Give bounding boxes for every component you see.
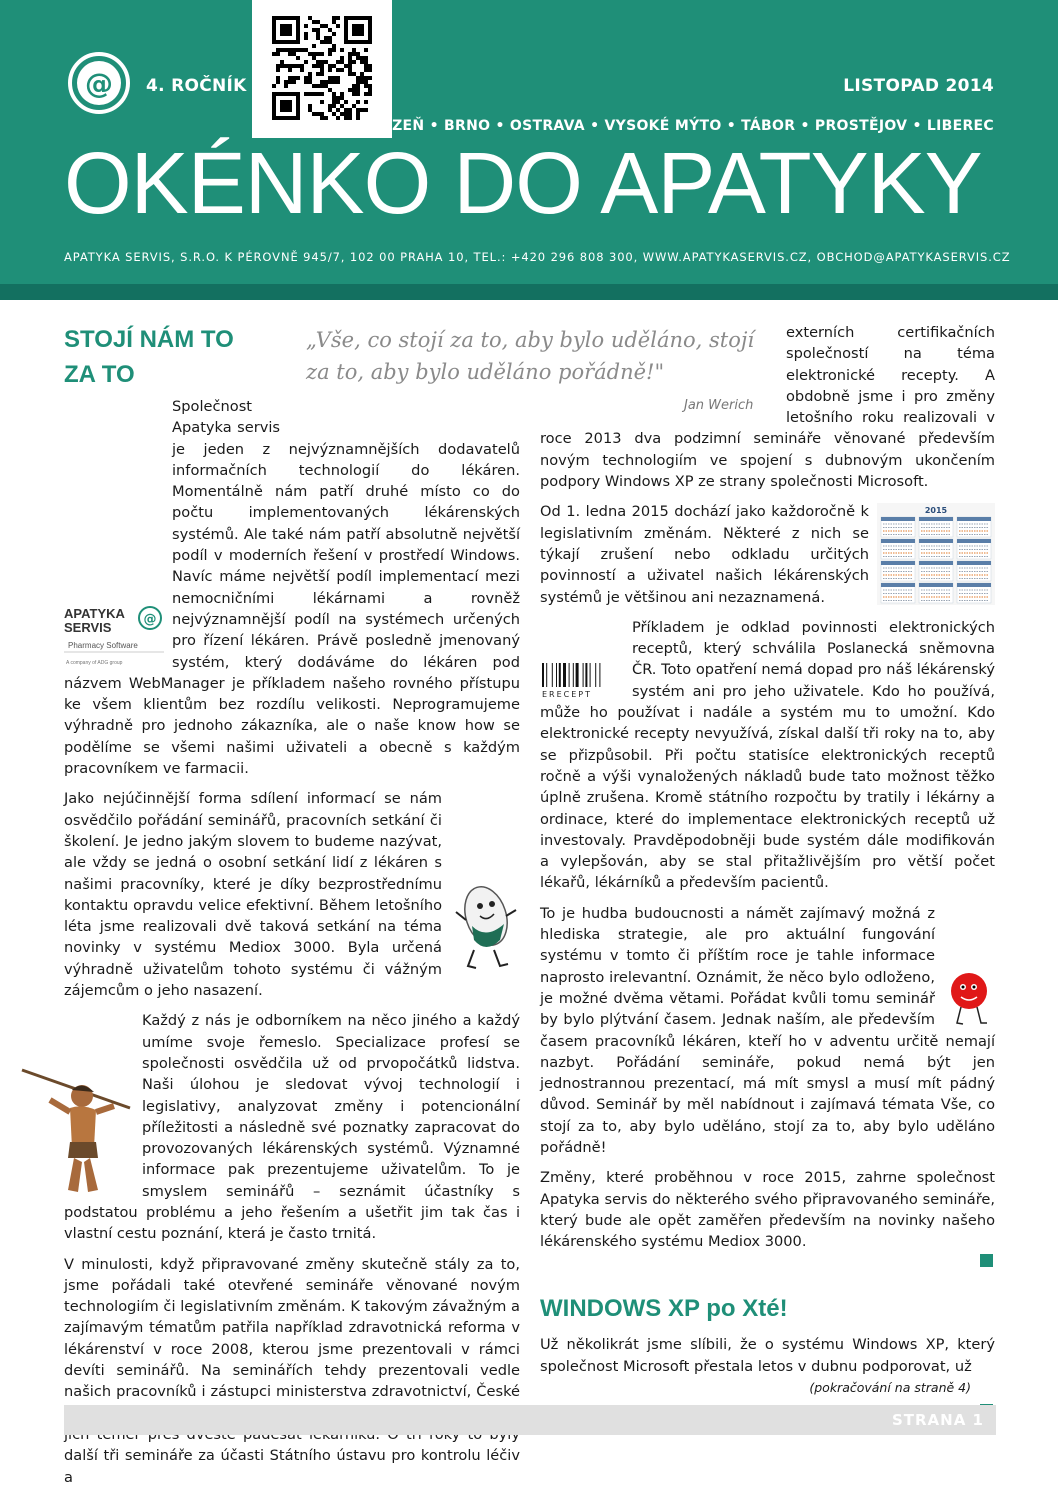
paragraph-text: Jako nejúčinnější forma sdílení informací se nám osvědčilo pořádání seminářů, pracovních setkání či školení. Je jedno jakým slovem to budeme nazývat, ale vždy se jedná o osobní setkání lidí z lékáren s našimi pracovníky, které je díky bezprostřednímu kontaktu opravdu velice efektivní. Během letošního léta jsme realizovali dvě taková setkání na téma novinky v systému Mediox 3000. Byla určená výhradně uživatelům tohoto systému či vážným zájemcům o jeho nasazení. <box>64 790 442 1000</box>
svg-text:APATYKA: APATYKA <box>64 606 125 621</box>
right-column <box>540 322 995 1417</box>
paragraph-text: Od 1. ledna 2015 dochází jako každoročně k legislativním změnám. Některé z nich se týkají zrušení nebo odkladu určitých povinností a uživatel našich lékárenských systémů je většinou ani nezaznamená. <box>540 503 869 606</box>
newsletter-title: OKÉNKO DO APATYKY <box>64 135 982 232</box>
issue-date: LISTOPAD 2014 <box>843 76 994 96</box>
masthead-band <box>0 284 1058 300</box>
edition: 4. ROČNÍK <box>146 76 247 96</box>
svg-text:@: @ <box>143 612 157 627</box>
article-heading: WINDOWS XP po Xté! <box>540 1295 788 1323</box>
masthead <box>0 0 1058 300</box>
paragraph-text: Už několikrát jsme slíbili, že o systému Windows XP, který společnost Microsoft přestala letos v dubnu podporovat, už <box>540 1336 995 1375</box>
company-contact: APATYKA SERVIS, S.R.O. K PÉROVNĚ 945/7, 102 00 PRAHA 10, TEL.: +420 296 808 300, WWW.APATYKASERVIS.CZ, OBCHOD@APATYKASERVIS.CZ <box>64 250 1011 264</box>
article-paragraph <box>64 1254 520 1488</box>
svg-text:Pharmacy Software: Pharmacy Software <box>68 641 138 650</box>
pill-mascot-icon <box>450 876 520 972</box>
article-paragraph <box>540 903 995 1159</box>
article-heading: STOJÍ NÁM TO ZA TO <box>64 326 234 388</box>
quote-author: Jan Werich <box>684 398 754 413</box>
svg-text:2015: 2015 <box>924 506 948 516</box>
svg-text:@: @ <box>85 67 113 100</box>
left-column <box>64 322 520 1497</box>
article-paragraph <box>64 396 520 779</box>
footer-bar <box>64 1405 996 1435</box>
svg-text:A company of ADG group: A company of ADG group <box>66 660 123 666</box>
article-paragraph <box>540 617 995 894</box>
paragraph-text: To je hudba budoucnosti a námět zajímavý možná z hlediska strategie, ale pro aktuální fungování systému v tomto či příštím roce je tahle informace naprosto irelevantní. Oznámit, že něco bylo odloženo, je možné dvěma větami. Pořádat kvůli tomu seminář by bylo plýtvání časem. Jednak naším, ale především časem pracovníků lékáren, kteří ho v adventu určitě nemají nazbyt. Pořádání semináře, pokud nemá být jen jednostrannou prezentací, má mít smysl a musí mít pádný důvod. Seminář by měl nabídnout i zajímavá témata Vše, co stojí za to, aby bylo uděláno, stojí za to, aby bylo uděláno pořádně! <box>540 904 995 1156</box>
svg-text:ERECEPT: ERECEPT <box>542 689 593 699</box>
paragraph-text: V minulosti, když připravované změny skutečně stály za to, jsme pořádali také otevřené semináře věnované novým technologiím či legislativním změnám. K takovým závažným a zajímavým tématům patřila například zdravotnická reforma v lékárenství v roce 2008, kterou jsme prezentovali v rámci devíti seminářů. Na seminářích tehdy prezentovali vedle našich pracovníků i zástupci ministerstva zdravotnictví, České další tři semináře za účasti Státního ústavu pro kontrolu léčiv a <box>64 1255 520 1486</box>
branch-cities: PLZEŇ • BRNO • OSTRAVA • VYSOKÉ MÝTO • TÁBOR • PROSTĚJOV • LIBEREC <box>372 118 994 134</box>
qr-code <box>252 0 392 138</box>
paragraph-text: Změny, které proběhnou v roce 2015, zahrne společnost Apatyka servis do některého svého připravovaného semináře, který bude ale opět zaměřen především na novinky našeho lékárenského systému Mediox 3000. <box>540 1169 995 1251</box>
erecept-barcode-icon <box>540 661 624 699</box>
ball-mascot-icon <box>943 969 995 1027</box>
article-paragraph <box>540 1334 995 1377</box>
article-paragraph <box>64 788 520 1001</box>
paragraph-text: externích certifikačních společností na téma elektronické recepty. A obdobně jsme i pro změny letošního roku realizovali v roce 2013 dva podzimní semináře věnované především novým technologiím ve spojení s dubnovým ukončením podpory Windows XP ze strany společnosti Microsoft. <box>540 324 995 491</box>
apatyka-logo-icon <box>68 52 130 114</box>
end-mark-icon <box>980 1254 993 1267</box>
article-paragraph <box>64 1010 520 1244</box>
calendar-2015-icon <box>877 503 995 605</box>
page-number: STRANA 1 <box>891 1411 984 1429</box>
paragraph-text: Příkladem je odklad povinnosti elektronických receptů, který schválila Poslanecká sněmovna ČR. Toto opatření nemá dopad pro náš lékárenský systém ani pro jeho uživatele. Kdo ho používá, může ho používat i nadále a systém mu to umožní. Kdo elektronické recepty nevyužívá, získal další tři roky na to, aby se přizpůsobil. Při počtu statisíce elektronických receptů ročně a výši vynaložených nákladů bude tato možnost těžko úplně zrušena. Kromě státního rozpočtu by tratily i lékárny a ordinace, které do implementace elektronických receptů už investovaly. Pravděpodobněji bude systém dále modifikován a vylepšován, aby se stal přitažlivějším pro větší počet lékařů, lékárníků a především pacientů. <box>540 618 995 892</box>
paragraph-text: Společnost Apatyka servis je jeden z nejvýznamnějších dodavatelů informačních technologií do lékáren. Momentálně nám patří druhé místo co do počtu implementovaných lékárenských systémů. Ale také nám patří absolutně největší podíl v moderních řešení v prostředí Windows. Navíc máme největší podíl implementací mezi nemocničními lékárnami a rovněž nejvýznamnější podíl na systémech určených pro řízení lékáren. Právě posledně jmenovaný systém, který dodáváme do lékáren pod názvem WebManager je příkladem našeho rovného přístupu ke všem klientům bez rozdílu velikosti. Neprogramujeme výhradně pro jednoho zákazníka, ale o naše know how se podělíme se všemi našimi uživateli a obecně s každým pracovníkem ve farmacii. <box>64 398 520 778</box>
quote-text: „Vše, co stojí za to, aby bylo uděláno, stojí za to, aby bylo uděláno pořádně!" <box>306 328 755 384</box>
article-paragraph <box>540 1167 995 1252</box>
caveman-warrior-icon <box>20 1050 134 1200</box>
apatyka-servis-logo <box>64 604 164 668</box>
paragraph-text: Každý z nás je odborníkem na něco jiného a každý umíme svoje řemeslo. Specializace profesí se společnosti osvědčila už od prvopočátků lidstva. Naši úlohou je sledovat vývoj technologií i legislativy, analyzovat změny i potencionální příležitosti a následně své poznatky zapracovat do provozovaných lékárenských systémů. Významné informace pak prezentujeme uživatelům. To je smyslem seminářů – seznámit účastníky s podstatou problému a jeho řešením a ušetřit jim tak čas i vlastní cestu poznání, která je často trnitá. <box>64 1012 520 1243</box>
article-paragraph <box>540 501 995 607</box>
continued-note: (pokračování na straně 4) <box>809 1380 971 1396</box>
svg-text:SERVIS: SERVIS <box>64 620 112 635</box>
qr-code-icon <box>272 16 372 120</box>
